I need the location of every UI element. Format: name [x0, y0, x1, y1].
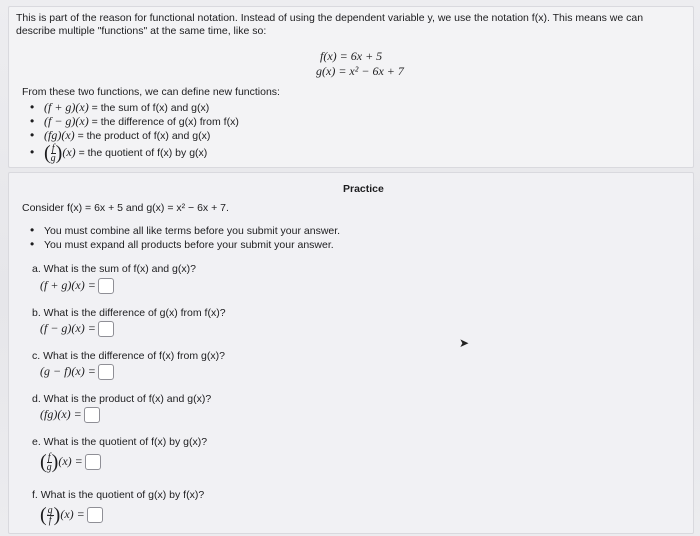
function-expr: (fg)(x)	[44, 128, 75, 142]
fraction: $\frac{g}{f}$	[47, 504, 53, 526]
bullet-icon: •	[30, 145, 35, 159]
question-a: a. What is the sum of f(x) and g(x)?	[32, 263, 196, 275]
rule-text: You must combine all like terms before you submit your answer.	[44, 225, 341, 237]
answer-input-c[interactable]	[98, 364, 114, 380]
bullet-icon: •	[30, 237, 35, 251]
bullet-icon: •	[30, 128, 35, 142]
new-functions-intro: From these two functions, we can define new functions:	[22, 86, 280, 98]
answer-input-f[interactable]	[87, 507, 103, 523]
answer-row-f: ( $\frac{g}{f}$ )(x) =	[40, 502, 103, 527]
intro-text: This is part of the reason for functional notation. Instead of using the dependent variable y, we use the notation f(x). This means we can describe multiple "functions" at the same time, like so:	[16, 12, 644, 37]
mouse-pointer-icon: ➤	[459, 336, 470, 350]
bullet-icon: •	[30, 223, 35, 237]
answer-row-e: ( $\frac{f}{g}$ )(x) =	[40, 449, 101, 474]
function-desc: = the sum of f(x) and g(x)	[88, 102, 210, 114]
function-desc: = the difference of g(x) from f(x)	[88, 116, 239, 128]
consider-text: Consider f(x) = 6x + 5 and g(x) = x² − 6x + 7.	[22, 202, 229, 214]
answer-input-b[interactable]	[98, 321, 114, 337]
practice-heading: Practice	[343, 183, 384, 195]
list-item: • ( $\frac{f}{g}$ )(x) = the quotient of f(x) by g(x)	[30, 142, 208, 165]
answer-input-d[interactable]	[84, 407, 100, 423]
bullet-icon: •	[30, 100, 35, 114]
list-item	[30, 224, 340, 238]
f-definition: f(x) = 6x + 5	[320, 49, 383, 63]
list-item	[30, 238, 334, 252]
question-c: c. What is the difference of f(x) from g(x)?	[32, 350, 225, 362]
bullet-icon: •	[30, 114, 35, 128]
fraction: $\frac{f}{g}$	[46, 451, 52, 473]
list-item	[30, 101, 209, 115]
answer-row-c: (g − f)(x) =	[40, 364, 114, 380]
function-expr: (x)	[62, 145, 76, 159]
question-e: e. What is the quotient of f(x) by g(x)?	[32, 436, 208, 448]
rule-text: You must expand all products before your submit your answer.	[44, 239, 334, 251]
fraction: $\frac{f}{g}$	[50, 142, 56, 164]
function-expr: (f + g)(x)	[44, 100, 89, 114]
function-desc: = the quotient of f(x) by g(x)	[75, 147, 208, 159]
function-desc: = the product of f(x) and g(x)	[74, 130, 211, 142]
answer-input-a[interactable]	[98, 278, 114, 294]
answer-row-d: (fg)(x) =	[40, 407, 100, 423]
answer-input-e[interactable]	[85, 454, 101, 470]
answer-row-b: (f − g)(x) =	[40, 321, 114, 337]
list-item	[30, 115, 239, 129]
question-f: f. What is the quotient of g(x) by f(x)?	[32, 489, 205, 501]
answer-row-a: (f + g)(x) =	[40, 278, 114, 294]
g-definition: g(x) = x² − 6x + 7	[316, 64, 404, 78]
question-d: d. What is the product of f(x) and g(x)?	[32, 393, 212, 405]
function-expr: (f − g)(x)	[44, 114, 89, 128]
question-b: b. What is the difference of g(x) from f(x)?	[32, 307, 226, 319]
